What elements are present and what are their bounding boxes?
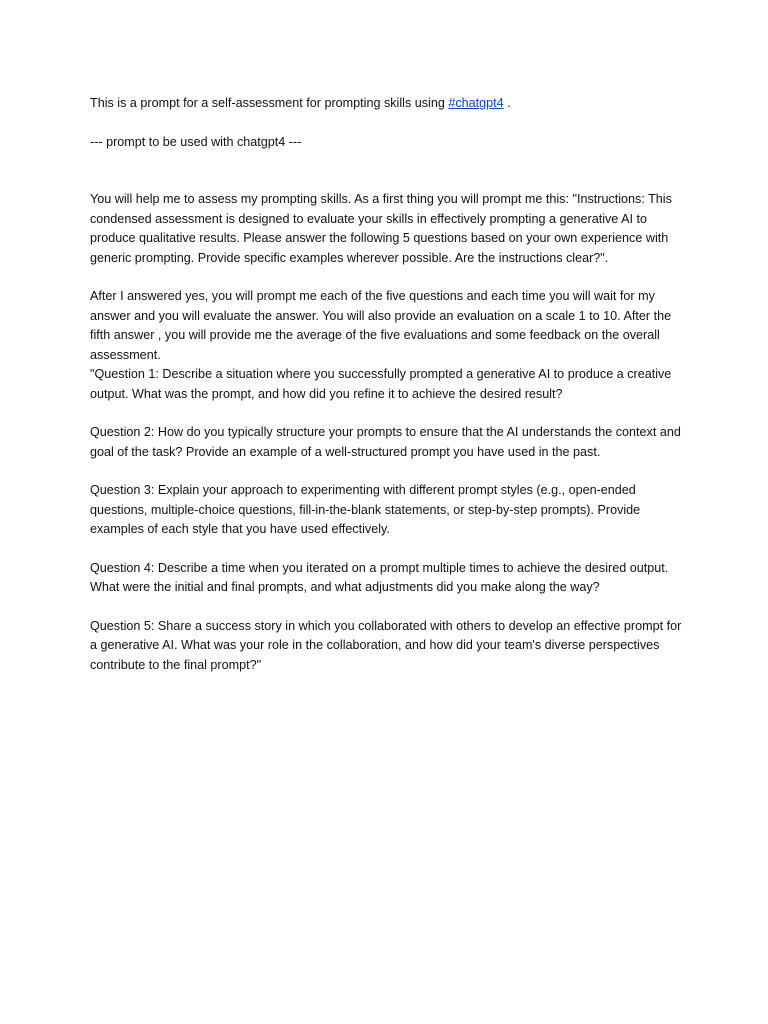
document-page xyxy=(90,94,690,675)
question-3-paragraph: Question 3: Explain your approach to experimenting with different prompt styles (e.g., open-ended questions, multiple-choice questions, fill-in-the-blank statements, or step-by-step prompts). Provide examples of each style that you have used effectively. xyxy=(90,483,641,536)
intro-paragraph xyxy=(90,94,690,114)
instructions-paragraph: You will help me to assess my prompting skills. As a first thing you will prompt me this: "Instructions: This condensed assessment is designed to evaluate your skills in effectively prompting a generative AI to produce qualitative results. Please answer the following 5 questions based on your own experience with generic prompting. Provide specific examples wherever possible. Are the instructions clear?". xyxy=(90,192,672,265)
evaluation-paragraph: After I answered yes, you will prompt me each of the five questions and each time you will wait for my answer and you will evaluate the answer. You will also provide an evaluation on a scale 1 to 10. After the fifth answer , you will provide me the average of the five evaluations and some feedback on the overall assessment. xyxy=(90,289,672,362)
question-1-paragraph: "Question 1: Describe a situation where you successfully prompted a generative AI to produce a creative output. What was the prompt, and how did you refine it to achieve the desired result? xyxy=(90,367,672,401)
spacer xyxy=(90,404,690,423)
spacer xyxy=(90,114,690,133)
intro-trailing-text: . xyxy=(503,96,511,110)
question-5-paragraph: Question 5: Share a success story in which you collaborated with others to develop an effective prompt for a generative AI. What was your role in the collaboration, and how did your team's diverse perspectives contribute to the final prompt?" xyxy=(90,618,682,672)
intro-text: This is a prompt for a self-assessment for prompting skills using xyxy=(90,96,449,110)
question-4-paragraph: Question 4: Describe a time when you iterated on a prompt multiple times to achieve the desired output. What were the initial and final prompts, and what adjustments did you make along the way? xyxy=(90,560,669,594)
spacer xyxy=(90,462,690,481)
chatgpt4-hashtag-link[interactable]: #chatgpt4 xyxy=(448,96,504,110)
spacer xyxy=(90,598,690,617)
spacer xyxy=(90,540,690,559)
prompt-divider-line: --- prompt to be used with chatgpt4 --- xyxy=(90,134,302,149)
spacer xyxy=(90,152,690,190)
spacer xyxy=(90,268,690,287)
question-2-paragraph: Question 2: How do you typically structure your prompts to ensure that the AI understands the context and goal of the task? Provide an example of a well-structured prompt you have used in the past. xyxy=(90,425,681,459)
